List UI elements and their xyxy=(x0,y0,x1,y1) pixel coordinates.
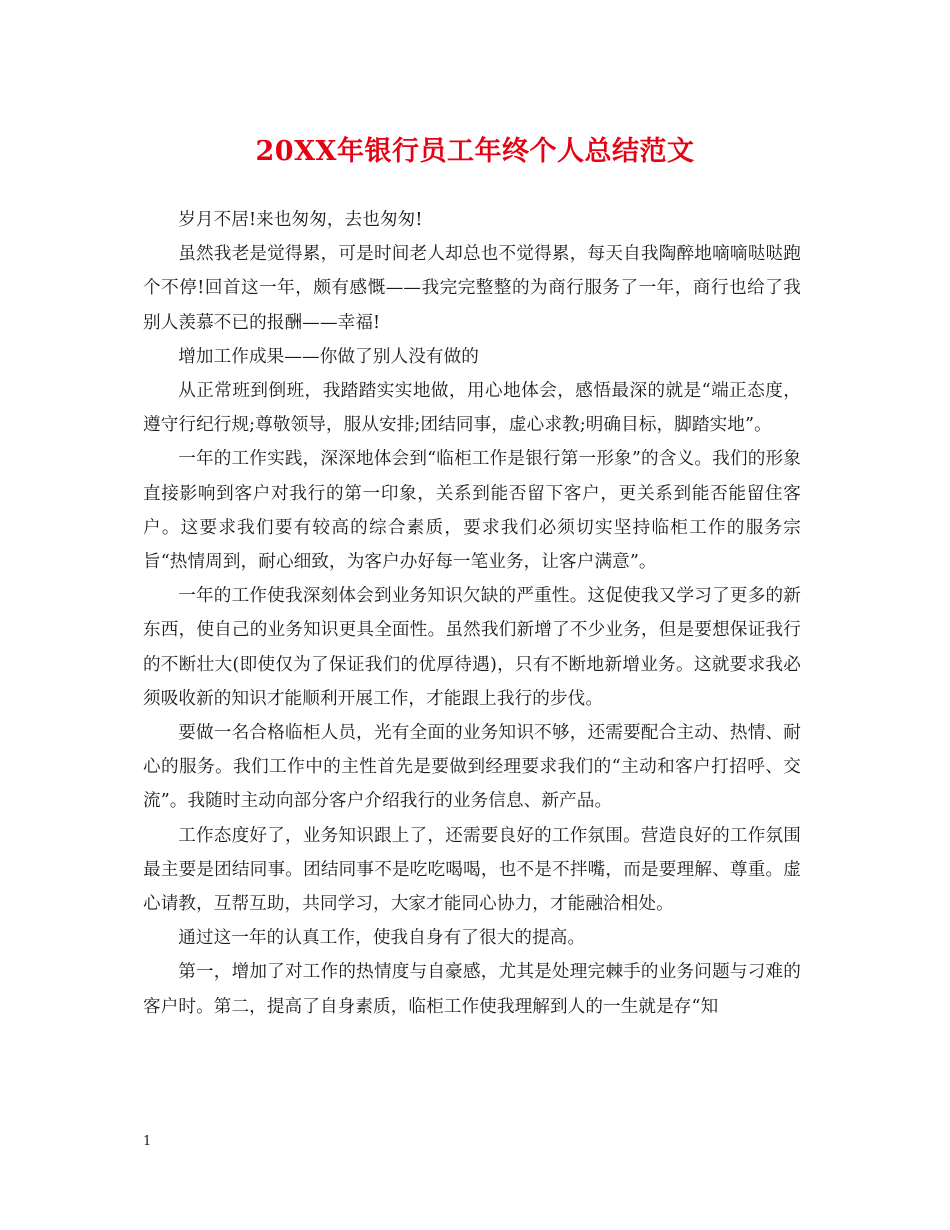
paragraph-10: 第一，增加了对工作的热情度与自豪感，尤其是处理完棘手的业务问题与刁难的客户时。第二，提高了自身素质，临柜工作使我理解到人的一生就是存“知 xyxy=(143,962,801,1017)
paragraph-4: 从正常班到倒班，我踏踏实实地做，用心地体会，感悟最深的就是“端正态度，遵守行纪行规;尊敬领导，服从安排;团结同事，虚心求教;明确目标，脚踏实地”。 xyxy=(143,381,801,436)
page-number: 1 xyxy=(143,1134,152,1149)
paragraph-6: 一年的工作使我深刻体会到业务知识欠缺的严重性。这促使我又学习了更多的新东西，使自己的业务知识更具全面性。虽然我们新增了不少业务，但是要想保证我行的不断壮大(即使仅为了保证我们的优厚待遇)，只有不断地新增业务。这就要求我必须吸收新的知识才能顺利开展工作，才能跟上我行的步伐。 xyxy=(143,586,801,709)
paragraph-7: 要做一名合格临柜人员，光有全面的业务知识不够，还需要配合主动、热情、耐心的服务。我们工作中的主性首先是要做到经理要求我们的“主动和客户打招呼、交流”。我随时主动向部分客户介绍我行的业务信息、新产品。 xyxy=(143,723,801,812)
paragraph-5: 一年的工作实践，深深地体会到“临柜工作是银行第一形象”的含义。我们的形象直接影响到客户对我行的第一印象，关系到能否留下客户，更关系到能否能留住客户。这要求我们要有较高的综合素质，要求我们必须切实坚持临柜工作的服务宗旨“热情周到，耐心细致，为客户办好每一笔业务，让客户满意”。 xyxy=(143,449,801,573)
paragraph-1: 岁月不居!来也匆匆，去也匆匆! xyxy=(178,210,423,230)
paragraph-9: 通过这一年的认真工作，使我自身有了很大的提高。 xyxy=(178,928,586,949)
paragraph-3: 增加工作成果——你做了别人没有做的 xyxy=(178,346,479,367)
document-body xyxy=(143,203,801,1024)
paragraph-2: 虽然我老是觉得累，可是时间老人却总也不觉得累，每天自我陶醉地嘀嘀哒哒跑个不停!回首这一年，颇有感慨——我完完整整的为商行服务了一年，商行也给了我别人羡慕不已的报酬——幸福! xyxy=(143,244,801,333)
paragraph-8: 工作态度好了，业务知识跟上了，还需要良好的工作氛围。营造良好的工作氛围最主要是团结同事。团结同事不是吃吃喝喝，也不是不拌嘴，而是要理解、尊重。虚心请教，互帮互助，共同学习，大家才能同心协力，才能融洽相处。 xyxy=(143,825,801,915)
document-title: 20XX年银行员工年终个人总结范文 xyxy=(255,136,695,167)
